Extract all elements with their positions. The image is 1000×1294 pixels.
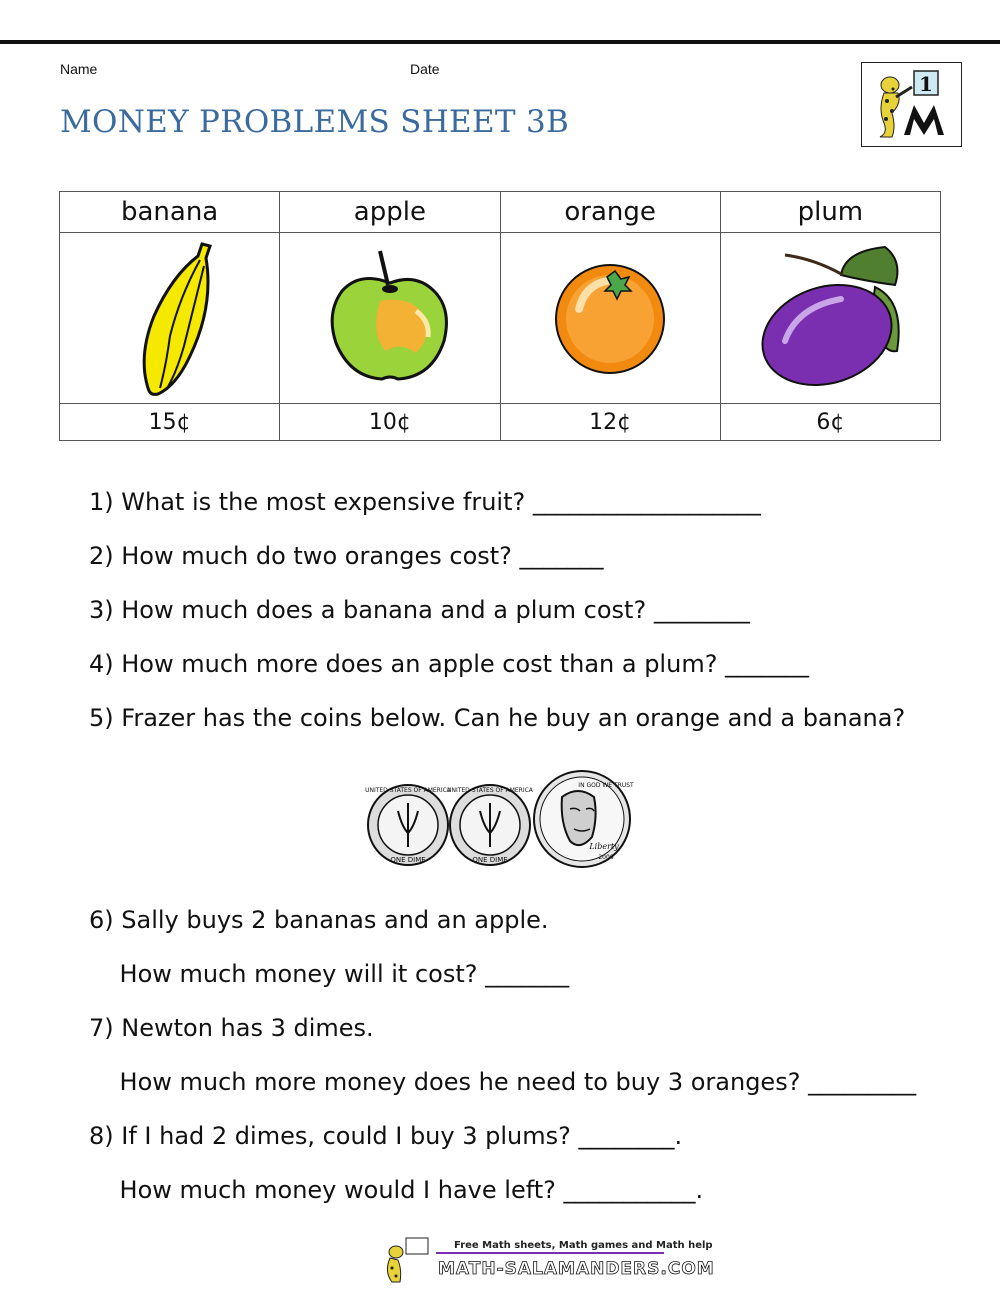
- fruit-name: banana: [60, 192, 280, 233]
- top-rule: [0, 40, 1000, 44]
- question-7-followup: How much more money does he need to buy 3 oranges? _________: [89, 1068, 917, 1096]
- salamander-logo: [861, 62, 962, 147]
- plum-icon: [745, 241, 915, 391]
- nickel-year: 2006: [598, 854, 614, 861]
- fruit-name: plum: [720, 192, 940, 233]
- question-1: 1) What is the most expensive fruit? ___________________: [89, 488, 761, 516]
- dime-top-text: UNITED STATES OF AMERICA: [365, 787, 451, 794]
- question-7: 7) Newton has 3 dimes.: [89, 1014, 374, 1042]
- name-label: Name: [60, 61, 98, 77]
- question-2: 2) How much do two oranges cost? _______: [89, 542, 604, 570]
- page-title: MONEY PROBLEMS SHEET 3B: [60, 104, 570, 140]
- question-8-followup: How much money would I have left? ___________.: [89, 1176, 704, 1204]
- date-label: Date: [410, 61, 440, 77]
- banana-icon: [110, 236, 230, 396]
- nickel-liberty: Liberty: [589, 842, 619, 851]
- fruit-price: 12¢: [500, 404, 720, 441]
- question-3: 3) How much does a banana and a plum cost? ________: [89, 596, 750, 624]
- fruit-name: orange: [500, 192, 720, 233]
- coins-illustration: [366, 767, 634, 867]
- fruit-price: 10¢: [280, 404, 500, 441]
- dime-bottom-text: ONE DIME: [390, 856, 426, 864]
- logo-grade: 1: [919, 72, 933, 96]
- footer-site: MATH-SALAMANDERS.COM: [438, 1259, 715, 1279]
- fruit-price: 6¢: [720, 404, 940, 441]
- dime-bottom-text: ONE DIME: [472, 856, 508, 864]
- question-8: 8) If I had 2 dimes, could I buy 3 plums? ________.: [89, 1122, 683, 1150]
- dime-icon: [365, 785, 452, 865]
- dime-top-text: UNITED STATES OF AMERICA: [447, 787, 533, 794]
- footer-tagline: Free Math sheets, Math games and Math help: [454, 1240, 713, 1251]
- fruit-name: apple: [280, 192, 500, 233]
- orange-icon: [545, 251, 675, 381]
- question-6: 6) Sally buys 2 bananas and an apple.: [89, 906, 549, 934]
- fruit-price-table: [59, 191, 941, 441]
- question-6-followup: How much money will it cost? _______: [89, 960, 570, 988]
- apple-icon: [320, 241, 460, 391]
- dime-icon: [447, 785, 534, 865]
- footer-logo: [378, 1232, 715, 1288]
- question-4: 4) How much more does an apple cost than a plum? _______: [89, 650, 810, 678]
- nickel-icon: [534, 771, 634, 867]
- nickel-motto: IN GOD WE TRUST: [578, 782, 634, 789]
- question-5: 5) Frazer has the coins below. Can he buy an orange and a banana?: [89, 704, 906, 732]
- fruit-price: 15¢: [60, 404, 280, 441]
